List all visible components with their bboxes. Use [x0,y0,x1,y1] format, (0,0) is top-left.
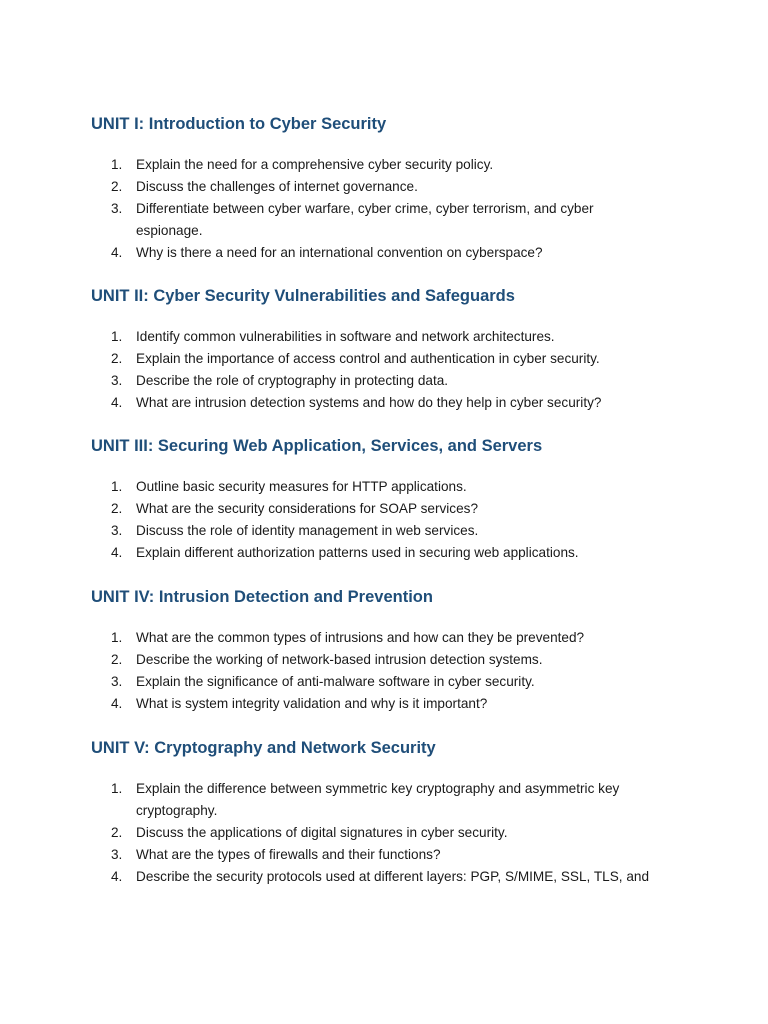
item-number: 2. [111,351,123,366]
list-item [111,520,671,542]
item-text: Identify common vulnerabilities in software and network architectures. [136,329,555,344]
item-number: 2. [111,825,123,840]
item-text: Describe the role of cryptography in protecting data. [136,373,449,388]
question-list [111,326,671,414]
item-text: Explain the need for a comprehensive cyber security policy. [136,157,494,172]
list-item [111,242,671,264]
item-number: 4. [111,245,123,260]
list-item [111,844,671,866]
list-item [111,627,671,649]
question-list [111,154,671,264]
item-text: Explain different authorization patterns used in securing web applications. [136,545,579,560]
item-number: 2. [111,652,123,667]
item-number: 3. [111,373,123,388]
item-number: 3. [111,523,123,538]
item-number: 3. [111,847,123,862]
question-list [111,476,671,564]
item-number: 3. [111,201,123,216]
list-item [111,176,671,198]
item-text: Discuss the applications of digital signatures in cyber security. [136,825,508,840]
item-number: 2. [111,179,123,194]
list-item [111,370,671,392]
item-number: 4. [111,545,123,560]
unit-heading: UNIT III: Securing Web Application, Services, and Servers [91,437,543,455]
item-text: Differentiate between cyber warfare, cyber crime, cyber terrorism, and cyber espionage. [136,201,594,238]
list-item [111,392,671,414]
item-text: Discuss the challenges of internet governance. [136,179,418,194]
list-item [111,326,671,348]
list-item [111,822,671,844]
item-text: Explain the difference between symmetric key cryptography and asymmetric key cryptography. [136,781,620,818]
item-text: Explain the significance of anti-malware software in cyber security. [136,674,535,689]
item-text: What are the security considerations for SOAP services? [136,501,479,516]
unit-section-5 [91,738,691,888]
list-item [111,649,671,671]
item-text: Why is there a need for an international convention on cyberspace? [136,245,543,260]
unit-section-2 [91,286,691,414]
item-number: 1. [111,781,123,796]
item-number: 1. [111,329,123,344]
unit-section-3 [91,436,691,564]
unit-section-4 [91,587,691,715]
unit-heading: UNIT IV: Intrusion Detection and Prevention [91,588,433,606]
item-number: 3. [111,674,123,689]
item-text: Explain the importance of access control and authentication in cyber security. [136,351,600,366]
list-item [111,542,671,564]
question-list [111,627,671,715]
list-item [111,778,671,822]
item-text: What are the common types of intrusions and how can they be prevented? [136,630,585,645]
item-text: What are intrusion detection systems and how do they help in cyber security? [136,395,602,410]
item-number: 1. [111,630,123,645]
item-number: 1. [111,157,123,172]
item-number: 4. [111,395,123,410]
item-text: Discuss the role of identity management in web services. [136,523,479,538]
list-item [111,866,671,888]
unit-heading: UNIT V: Cryptography and Network Security [91,739,436,757]
item-text: Describe the security protocols used at different layers: PGP, S/MIME, SSL, TLS, and [136,869,650,884]
item-text: Describe the working of network-based intrusion detection systems. [136,652,543,667]
list-item [111,693,671,715]
question-list [111,778,671,888]
item-number: 1. [111,479,123,494]
unit-section-1 [91,114,691,264]
unit-heading: UNIT I: Introduction to Cyber Security [91,115,387,133]
unit-heading: UNIT II: Cyber Security Vulnerabilities and Safeguards [91,287,515,305]
item-text: What are the types of firewalls and their functions? [136,847,441,862]
item-text: Outline basic security measures for HTTP applications. [136,479,467,494]
item-number: 4. [111,869,123,884]
list-item [111,476,671,498]
list-item [111,498,671,520]
item-text: What is system integrity validation and why is it important? [136,696,488,711]
list-item [111,348,671,370]
list-item [111,671,671,693]
list-item [111,154,671,176]
item-number: 2. [111,501,123,516]
list-item [111,198,671,242]
item-number: 4. [111,696,123,711]
